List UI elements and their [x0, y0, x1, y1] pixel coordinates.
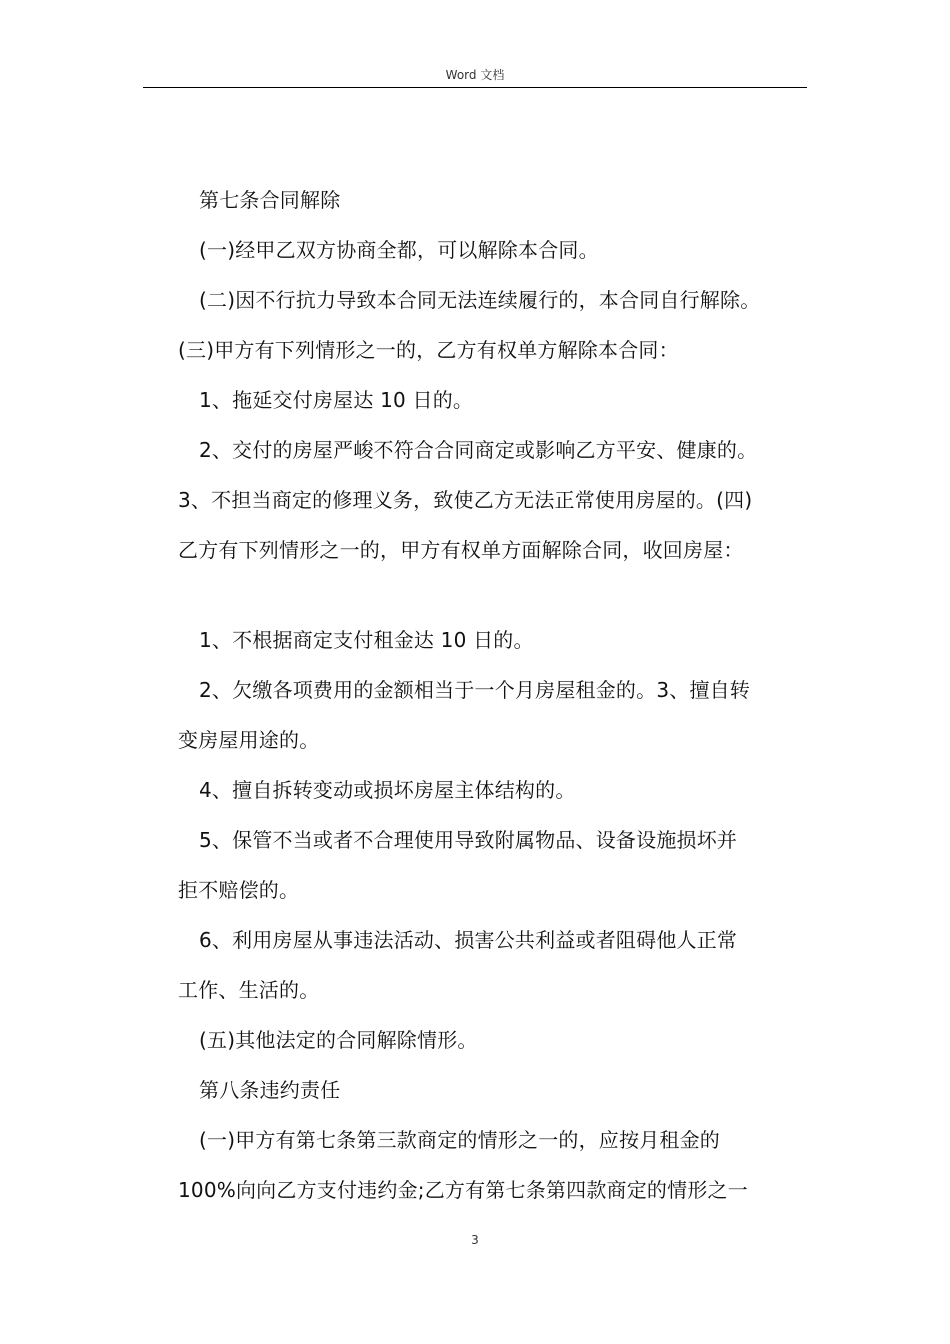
section-heading-7: 第七条合同解除	[199, 188, 341, 212]
blank-line	[178, 575, 808, 615]
paragraph-line: 100%向向乙方支付违约金;乙方有第七条第四款商定的情形之一	[178, 1178, 748, 1202]
list-item: 3、不担当商定的修理义务，致使乙方无法正常使用房屋的。(四)	[178, 488, 753, 512]
list-item-continuation: 工作、生活的。	[178, 978, 320, 1002]
header-divider	[143, 87, 807, 88]
list-item-continuation: 变房屋用途的。	[178, 728, 320, 752]
list-item-continuation: 拒不赔偿的。	[178, 878, 300, 902]
paragraph-line: (一)甲方有第七条第三款商定的情形之一的，应按月租金的	[199, 1128, 721, 1152]
page-number: 3	[471, 1233, 479, 1247]
list-item: 2、欠缴各项费用的金额相当于一个月房屋租金的。3、擅自转	[199, 678, 751, 702]
paragraph-line: 乙方有下列情形之一的，甲方有权单方面解除合同，收回房屋：	[178, 538, 744, 562]
paragraph-line: (二)因不行抗力导致本合同无法连续履行的，本合同自行解除。	[199, 288, 761, 312]
paragraph-line: (一)经甲乙双方协商全都，可以解除本合同。	[199, 238, 599, 262]
list-item: 4、擅自拆转变动或损坏房屋主体结构的。	[199, 778, 576, 802]
list-item: 6、利用房屋从事违法活动、损害公共利益或者阻碍他人正常	[199, 928, 738, 952]
list-item: 5、保管不当或者不合理使用导致附属物品、设备设施损坏并	[199, 828, 738, 852]
list-item: 2、交付的房屋严峻不符合合同商定或影响乙方平安、健康的。	[199, 438, 758, 462]
section-heading-8: 第八条违约责任	[199, 1078, 341, 1102]
list-item: 1、拖延交付房屋达 10 日的。	[199, 388, 474, 412]
paragraph-line: (五)其他法定的合同解除情形。	[199, 1028, 478, 1052]
paragraph-line: (三)甲方有下列情形之一的，乙方有权单方解除本合同：	[178, 338, 679, 362]
list-item: 1、不根据商定支付租金达 10 日的。	[199, 628, 534, 652]
page-header-title: Word 文档	[445, 68, 505, 82]
document-body	[178, 175, 808, 1215]
